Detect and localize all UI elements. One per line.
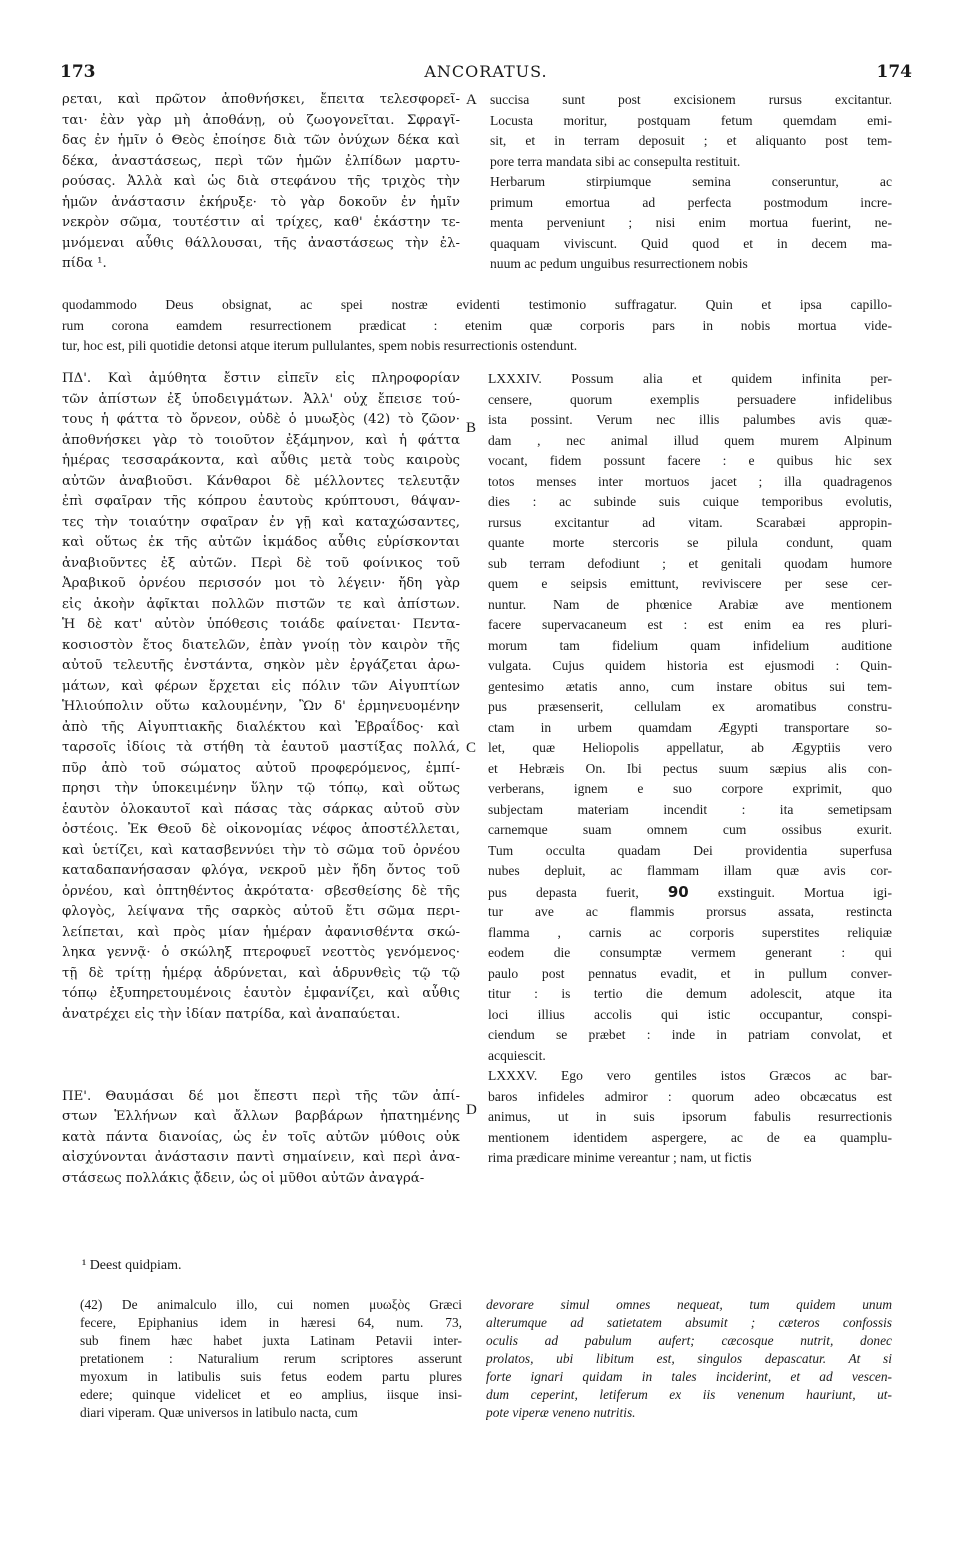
text-line: ΠΕ'. Θαυμάσαι δέ μοι ἔπεστι περὶ τῆς τῶν ἀπί- (62, 1088, 460, 1104)
text-line (62, 1025, 460, 1046)
text-line: LXXXIV. Possum alia et quidem infinita per- (488, 371, 892, 386)
text-line: quodammodo Deus obsignat, ac spei nostræ evidenti testimonio suffragatur. Quin et ipsa capillo- (62, 297, 892, 312)
endnote-right (486, 1296, 892, 1422)
text-line: nubes depluit, ac flammam illam quæ avis cor- (488, 863, 892, 878)
text-line: ὀρνέου, καὶ ὀπτηθέντος ἀκρότατα· σβεσθείσης δὲ τῆς (62, 883, 460, 899)
text-line: ἀνατρέχει εἰς τὴν ἰδίαν πατρίδα, καὶ ἀναπαύεται. (62, 1006, 401, 1022)
text-line: Tum occulta quadam Dei providentia superfusa (488, 842, 892, 858)
text-line: dam , nec animal illud quem murem Alpinum (488, 432, 892, 448)
text-line: ταρσοῖς ἰδίοις τὰ στήθη τὰ ἑαυτοῦ μαστίξας πολλά, (62, 740, 460, 755)
text-line: baros infideles admiror : quorum adeo obcæcatus est (488, 1088, 892, 1104)
text-line: titur : is tertio die demum adolescit, atque ita (488, 986, 892, 1001)
text-line: ρεται, καὶ πρῶτον ἀποθνήσκει, ἔπειτα τελεσφορεῖ- (62, 92, 460, 107)
text-line: εἰς ἀκοὴν ἀφῖκται πολλῶν πιστῶν τε καὶ ἀπίστων. (62, 596, 460, 612)
page-number-left: 173 (60, 62, 96, 82)
text-line: φλογὸς, λείψανα τῆς σαρκὸς αὐτοῦ ἔτι σῶμα περι- (62, 904, 460, 919)
text-line: let, quæ Heliopolis appellatur, ab Ægyptiis vero (488, 740, 892, 755)
text-line: τους ἡ φάττα τὸ ὄρνεον, οὐδὲ ὁ μυωξὸς (42) τὸ ζῶον· (62, 412, 460, 427)
text-line: morum tam fidelium quam infidelium auditione (488, 637, 892, 653)
text-line: ἑαυτὸν ὁλοκαυτοῖ καὶ πάσας τὰς σάρκας αὐτοῦ σὺν (62, 801, 460, 817)
text-line: τῶν ἀπίστων ἐξ ὑποδειγμάτων. Ἀλλ' οὐχ ἔπεισε τού- (62, 391, 460, 407)
text-line: flamma , carnis ac corporis superstites reliquiæ (488, 924, 892, 940)
text-line: subjectam materiam incendit : ita semetipsam (488, 801, 892, 817)
latin-column-main (488, 369, 892, 1169)
text-line: forte ignari quidam in tales inciderint, et ad vescen- (486, 1369, 892, 1384)
running-title: ANCORATUS. (424, 62, 548, 81)
text-line: carnemque suam omnem cum ossibus exurit. (488, 822, 892, 837)
greek-column-main (62, 369, 460, 1189)
text-line: tur, hoc est, pili quotidie detonsi atque iterum pullulantes, spem nobis resurrectionis ostendunt. (62, 338, 578, 353)
text-line: τες τὴν τοιαύτην σφαῖραν ἐν γῇ καὶ καταχώσαντες, (62, 514, 460, 530)
text-line: στων Ἑλλήνων καὶ ἄλλων βαρβάρων ἠπατημένης (62, 1109, 460, 1124)
text-line: sub terram defodiunt ; et genitali quodam humore (488, 555, 892, 571)
text-line: ciendum se præbet : inde in patriam convolat, et (488, 1027, 892, 1042)
text-line: quem e seipsis emittunt, reviviscere per sese cer- (488, 576, 892, 591)
text-line: pus depasta fuerit, 90 exstinguit. Mortua igi- (488, 882, 892, 901)
text-line: loci illius accolis qui istic occupantur, conspi- (488, 1006, 892, 1022)
text-line: καὶ οὕτως ἐκ τῆς αὐτῶν ἰκμάδος αὖθις εὑρίσκονται (62, 535, 460, 550)
text-line: quante morte stercoris se pilula condunt, quam (488, 535, 892, 550)
text-line: ἀπὸ τῆς Αἰγυπτιακῆς διαλέκτου καὶ Ἑβραΐδος· καὶ (62, 719, 460, 735)
text-line: δέκα, ἀναστάσεως, περὶ τῶν ἡμῶν ἐλπίδων μαρτυ- (62, 153, 460, 169)
text-line: pretationem : Naturalium rerum scriptores asserunt (80, 1351, 462, 1366)
text-line: nuntur. Nam de phœnice Arabiæ ave mentionem (488, 596, 892, 612)
text-line: eodem die consumptæ vermem generant : qui (488, 945, 892, 960)
text-line: et Hebræis On. Ibi pectus suum sæpius alis con- (488, 760, 892, 776)
text-line: ista possint. Verum nec illis palumbes avis quæ- (488, 412, 892, 427)
text-line: censere, quorum exemplis persuadere infidelibus (488, 391, 892, 407)
text-line: ἐπὶ σφαῖραν τῆς κόπρου ἑαυτοὺς κρύπτουσι, θάψαν- (62, 494, 460, 509)
text-line: rum corona eamdem resurrectionem prædicat : etenim quæ corporis pars in nobis mortua vide- (62, 317, 892, 333)
text-line-tail: exstinguit. Mortua igi- (688, 884, 892, 900)
text-line: αὐτῶν ἀναβιοῦσι. Κάνθαροι δὲ μέλλοντες τελευτᾷν (62, 473, 460, 489)
text-line: sit, et in terram deposuit ; et aliquanto post tem- (490, 133, 892, 148)
text-line: facere supervacaneum est : est enim ea res pluri- (488, 617, 892, 632)
text-line: λείπεται, καὶ πρὸς μίαν ἡμέραν ἀφανισθέντα σκώ- (62, 924, 460, 940)
text-line: Locusta moritur, postquam fetum quemdam emi- (490, 112, 892, 128)
text-line: rima prædicare minime vereantur ; nam, ut fictis (488, 1150, 752, 1165)
latin-full-width-text (62, 295, 892, 357)
text-line: Herbarum stirpiumque semina conseruntur, ac (490, 174, 892, 189)
margin-marker-d: D (466, 1102, 477, 1118)
text-line: diari viperam. Quæ universos in latibulo nacta, cum (80, 1405, 358, 1420)
text-line: καταδαπανήσασαν φλόγα, νεκροῦ μὲν ἤδη ὄντος τοῦ (62, 863, 460, 878)
page-header (60, 62, 912, 86)
page-number-right: 174 (876, 62, 912, 82)
text-line: ἡμῶν ἀνάστασιν ἐκήρυξε· τὸ γὰρ δοκοῦν ἐν ἡμῖν (62, 194, 460, 210)
text-line: πρησι τὴν ὑποκειμένην ὕλην τῷ τόπῳ, καὶ οὕτως (62, 781, 460, 796)
text-line: ΠΔ'. Καὶ ἀμύθητα ἔστιν εἰπεῖν εἰς πληροφορίαν (62, 371, 460, 386)
text-line: Ἡ δὲ κατ' αὐτὸν ὑπόθεσις τοιάδε φαίνεται· Πεντα- (62, 617, 460, 632)
margin-marker-a: A (466, 92, 477, 108)
text-line: ται· ἐὰν γὰρ μὴ ἀποθάνῃ, οὐ ζωογονεῖται. Σφραγῖ- (62, 112, 460, 128)
text-line: μνόμεναι αὖθις θάλλουσαι, τῆς ἀναστάσεως τὴν ἐλ- (62, 235, 460, 251)
text-line: vulgata. Cujus quidem historia est ejusmodi : Quin- (488, 658, 892, 673)
text-line: LXXXV. Ego vero gentiles istos Græcos ac bar- (488, 1068, 892, 1083)
text-line: menta perveniunt ; nisi enim mortua fuerint, ne- (490, 215, 892, 230)
text-line: αὐτοῦ τελευτῆς ἐνστάντα, σηκὸν μὲν ἐργάζεται ἀρω- (62, 658, 460, 673)
text-line: ἡμέρας τεσσαράκοντα, καὶ αὖθις μετὰ τοὺς καιροὺς (62, 453, 460, 468)
text-line: pus præsenserit, cellulam ex aromatibus constru- (488, 699, 892, 714)
text-line: ὀστέοις. Ἐκ Θεοῦ δὲ οἰκονομίας νέφος ἀποστέλλεται, (62, 822, 460, 837)
text-line: δας ἐν ἡμῖν ὁ Θεὸς ἐποίησε διὰ τῶν ὀνύχων δέκα καὶ (62, 133, 460, 148)
text-line: gentesimo ætatis anno, cum instare obitus sui tem- (488, 678, 892, 694)
text-line: πῦρ ἀπὸ τοῦ σώματος αὐτοῦ προφερόμενος, ἐμπί- (62, 760, 460, 776)
text-line: Ἡλιούπολιν οὕτω καλουμένην, Ὢν δ' ἑρμηνευομένην (62, 699, 460, 714)
text-line: τόπῳ ἐξυπηρετουμένοις ἑαυτὸν ἐμφανίζει, καὶ αὖθις (62, 986, 460, 1001)
text-line: μάτων, καὶ φέρων ἔρχεται εἰς πόλιν τῶν Αἰγυπτίων (62, 678, 460, 694)
text-line: fecere, Epiphanius idem in hæresi 64, num. 73, (80, 1315, 462, 1330)
text-line: ἀναβιοῦντες ἐξ αὐτῶν. Περὶ δὲ τοῦ φοίνικος τοῦ (62, 555, 460, 571)
text-line (62, 1066, 460, 1087)
text-line: rursus excitantur ad vitam. Scarabæi appropin- (488, 514, 892, 530)
text-line: mentionem identidem aspergere, ac de ea quamplu- (488, 1129, 892, 1145)
text-line: τῇ δὲ τρίτῃ ἡμέρᾳ ἁδρύνεται, καὶ ἁδρυνθεὶς τῷ τῷ (62, 965, 460, 981)
text-line: verberans, ignem e suo corpore exprimit, quo (488, 781, 892, 796)
text-line: dies : ac subinde suis cuique temporibus evolutis, (488, 494, 892, 509)
text-line: oculis ad pabulum aufert; cæcosque nutrit, donec (486, 1333, 892, 1348)
text-line: edere; quinque videlicet et eo amplius, iisque insi- (80, 1387, 462, 1402)
text-line: κατὰ πάντα διανοίας, ὡς ἐν τοῖς αὐτῶν μύθοις οὐκ (62, 1129, 460, 1145)
text-line: succisa sunt post excisionem rursus excitantur. (490, 92, 892, 107)
text-line: myoxum in latibulis suis fetus eodem partu plures (80, 1369, 462, 1384)
endnote-left (80, 1296, 462, 1422)
text-line: tur ave ac flammis prorsus assata, restincta (488, 904, 892, 919)
text-line: ρούσας. Ἀλλὰ καὶ ὡς διὰ στεφάνου τῆς τριχὸς τὴν (62, 174, 460, 189)
text-line: dum ceperint, letiferum ex iis venenum hauriunt, ut- (486, 1387, 892, 1402)
margin-marker-b: B (466, 420, 477, 436)
text-line: acquiescit. (488, 1047, 546, 1063)
text-line: ἀποθνήσκει γὰρ τὸ τοιοῦτον ἐξάμηνον, καὶ ἡ φάττα (62, 432, 460, 448)
text-line: ληκα γεννᾷ· ὁ σκώληξ πτεροφυεῖ νεοττὸς γενόμενος· (62, 945, 460, 960)
text-line: totos menses inter mortuos jacet ; illa quadragenos (488, 473, 892, 489)
text-line: pore terra mandata sibi ac consepulta restituit. (490, 153, 741, 169)
text-line: ctam in urbem quamdam Ægypti transportare so- (488, 719, 892, 735)
text-line: pote viperæ veneno nutritis. (486, 1405, 636, 1420)
text-line: prolatos, ubi libitum est, singulos depascatur. At si (486, 1351, 892, 1366)
text-line: αἰσχύνονται ἀνάστασιν παντὶ σημαίνειν, καὶ περὶ ἀνα- (62, 1150, 460, 1165)
greek-footnote: ¹ Deest quidpiam. (82, 1258, 182, 1273)
text-line: paulo post pennatus evadit, et in pullum conver- (488, 965, 892, 981)
text-line: Ἀραβικοῦ ὀρνέου περισσόν μοι τὸ λέγειν· ἤδη γὰρ (62, 576, 460, 591)
text-line: devorare simul omnes nequeat, tum quidem unum (486, 1297, 892, 1312)
text-line: στάσεως πολλάκις ᾄδειν, ὡς οἱ μῦθοι αὐτῶν ἀναγρά- (62, 1170, 425, 1186)
text-line (62, 1046, 460, 1067)
text-line: vocant, fidem possunt facere : e quibus hic sex (488, 453, 892, 468)
text-line: nuum ac pedum unguibus resurrectionem nobis (490, 256, 748, 271)
margin-marker-c: C (466, 740, 477, 756)
text-line: animus, ut in suis ipsorum fabulis resurrectionis (488, 1109, 892, 1124)
column-number-marker: 90 (667, 882, 689, 901)
text-line: κοσιοστὸν ἔτος διατελῶν, ἐπὰν γνοίῃ τὸν καιρὸν τῆς (62, 637, 460, 653)
latin-column-top (490, 90, 892, 275)
greek-column-top (62, 90, 460, 275)
text-line: πίδα ¹. (62, 256, 107, 271)
text-line: νεκρὸν σῶμα, τουτέστιν αἱ τρίχες, καθ' ἑκάστην τε- (62, 215, 460, 230)
text-line: alterumque ad satietatem absumit ; cæteros confossis (486, 1315, 892, 1330)
text-line: primum emortua ad perfecta postmodum incre- (490, 194, 892, 210)
text-line: sub finem hæc habet juxta Latinam Petavii inter- (80, 1333, 462, 1348)
text-line: (42) De animalculo illo, cui nomen μυωξὸς Græci (80, 1297, 462, 1312)
text-line: quaquam viviscunt. Quid quod et in decem ma- (490, 235, 892, 251)
text-line: καὶ ὑετίζει, καὶ κατασβεννύει τὴν τὸ σῶμα τοῦ ὀρνέου (62, 842, 460, 858)
